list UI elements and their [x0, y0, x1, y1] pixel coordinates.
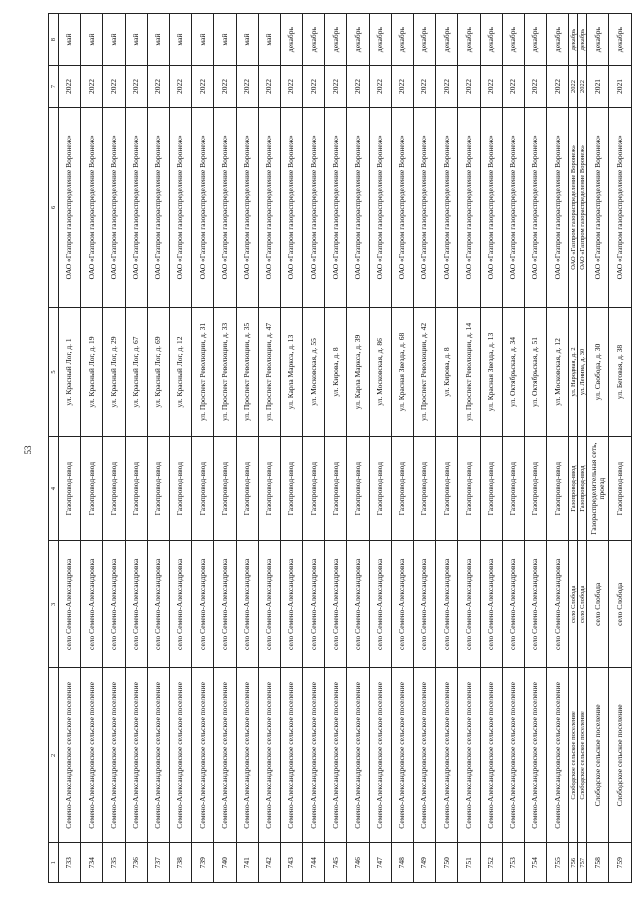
year: 2022 — [524, 66, 546, 108]
locality-name: село Семено-Александровка — [458, 541, 480, 668]
object-type: Газопровод-ввод — [81, 437, 103, 541]
address: ул. Беговая, д. 38 — [609, 307, 631, 436]
year: 2022 — [569, 66, 578, 108]
year: 2022 — [347, 66, 369, 108]
table-row — [587, 14, 609, 883]
settlement-name: Семено-Александровское сельское поселение — [147, 668, 169, 843]
operator: ОАО «Газпром газораспределение Воронеж» — [578, 107, 587, 307]
year: 2022 — [236, 66, 258, 108]
operator: ОАО «Газпром газораспределение Воронеж» — [192, 107, 214, 307]
settlement-name: Слободское сельское поселение — [587, 668, 609, 843]
address: ул. Проспект Революции, д. 47 — [258, 307, 280, 436]
year: 2022 — [436, 66, 458, 108]
gas-pipeline-table — [48, 13, 632, 883]
column-header: 8 — [49, 14, 59, 66]
object-type: Газопровод-ввод — [480, 437, 502, 541]
locality-name: село Семено-Александровка — [214, 541, 236, 668]
operator: ОАО «Газпром газораспределение Воронеж» — [369, 107, 391, 307]
table-row — [147, 14, 169, 883]
row-number: 743 — [280, 843, 302, 883]
settlement-name: Семено-Александровское сельское поселение — [547, 668, 569, 843]
locality-name: село Слобода — [578, 541, 587, 668]
settlement-name: Семено-Александровское сельское поселение — [414, 668, 436, 843]
locality-name: село Семено-Александровка — [547, 541, 569, 668]
address: ул. Московская, д. 55 — [303, 307, 325, 436]
locality-name: село Семено-Александровка — [258, 541, 280, 668]
settlement-name: Семено-Александровское сельское поселение — [214, 668, 236, 843]
locality-name: село Семено-Александровка — [347, 541, 369, 668]
table-row — [524, 14, 546, 883]
month: декабрь — [325, 14, 347, 66]
table-row — [458, 14, 480, 883]
operator: ОАО «Газпром газораспределение Воронеж» — [524, 107, 546, 307]
year: 2022 — [258, 66, 280, 108]
operator: ОАО «Газпром газораспределение Воронеж» — [547, 107, 569, 307]
locality-name: село Семено-Александровка — [59, 541, 81, 668]
month: декабрь — [547, 14, 569, 66]
settlement-name: Семено-Александровское сельское поселение — [480, 668, 502, 843]
address: ул. Красный Лог, д. 1 — [59, 307, 81, 436]
table-row — [125, 14, 147, 883]
month: май — [59, 14, 81, 66]
operator: ОАО «Газпром газораспределение Воронеж» — [59, 107, 81, 307]
address: ул. Свобода, д. 30 — [587, 307, 609, 436]
object-type: Газопровод-ввод — [59, 437, 81, 541]
address: ул. Красный Лог, д. 19 — [81, 307, 103, 436]
settlement-name: Семено-Александровское сельское поселение — [258, 668, 280, 843]
header-row — [49, 14, 59, 883]
row-number: 755 — [547, 843, 569, 883]
operator: ОАО «Газпром газораспределение Воронеж» — [347, 107, 369, 307]
object-type: Газопровод-ввод — [569, 437, 578, 541]
table-row — [325, 14, 347, 883]
settlement-name: Семено-Александровское сельское поселение — [59, 668, 81, 843]
month: декабрь — [391, 14, 413, 66]
settlement-name: Семено-Александровское сельское поселение — [524, 668, 546, 843]
operator: ОАО «Газпром газораспределение Воронеж» — [125, 107, 147, 307]
row-number: 749 — [414, 843, 436, 883]
row-number: 738 — [169, 843, 191, 883]
operator: ОАО «Газпром газораспределение Воронеж» — [414, 107, 436, 307]
row-number: 750 — [436, 843, 458, 883]
month: декабрь — [414, 14, 436, 66]
row-number: 739 — [192, 843, 214, 883]
table-row — [236, 14, 258, 883]
object-type: Газопровод-ввод — [578, 437, 587, 541]
year: 2022 — [214, 66, 236, 108]
locality-name: село Семено-Александровка — [303, 541, 325, 668]
year: 2022 — [125, 66, 147, 108]
object-type: Газопровод-ввод — [458, 437, 480, 541]
row-number: 733 — [59, 843, 81, 883]
row-number: 735 — [103, 843, 125, 883]
month: декабрь — [578, 14, 587, 66]
table-row — [436, 14, 458, 883]
object-type: Газопровод-ввод — [192, 437, 214, 541]
table-row — [169, 14, 191, 883]
year: 2022 — [325, 66, 347, 108]
settlement-name: Семено-Александровское сельское поселение — [169, 668, 191, 843]
month: декабрь — [303, 14, 325, 66]
row-number: 737 — [147, 843, 169, 883]
locality-name: село Семено-Александровка — [169, 541, 191, 668]
address: ул. Московская, д. 12 — [547, 307, 569, 436]
object-type: Газопровод-ввод — [280, 437, 302, 541]
row-number: 753 — [502, 843, 524, 883]
address: ул. Карла Маркса, д. 13 — [280, 307, 302, 436]
locality-name: село Слобода — [587, 541, 609, 668]
operator: ОАО «Газпром газораспределение Воронеж» — [587, 107, 609, 307]
locality-name: село Семено-Александровка — [280, 541, 302, 668]
address: ул. Кирова, д. 8 — [436, 307, 458, 436]
table-row — [303, 14, 325, 883]
settlement-name: Семено-Александровское сельское поселение — [436, 668, 458, 843]
address: ул. Красный Лог, д. 12 — [169, 307, 191, 436]
month: декабрь — [458, 14, 480, 66]
settlement-name: Семено-Александровское сельское поселение — [236, 668, 258, 843]
row-number: 742 — [258, 843, 280, 883]
table-row — [347, 14, 369, 883]
month: май — [258, 14, 280, 66]
column-header: 7 — [49, 66, 59, 108]
object-type: Газопровод-ввод — [436, 437, 458, 541]
year: 2022 — [391, 66, 413, 108]
row-number: 758 — [587, 843, 609, 883]
object-type: Газопровод-ввод — [414, 437, 436, 541]
year: 2021 — [587, 66, 609, 108]
row-number: 736 — [125, 843, 147, 883]
locality-name: село Семено-Александровка — [192, 541, 214, 668]
address: ул. Красная Звезда, д. 68 — [391, 307, 413, 436]
address: ул. Карла Маркса, д. 39 — [347, 307, 369, 436]
table-body — [59, 14, 632, 883]
column-header: 3 — [49, 541, 59, 668]
year: 2022 — [81, 66, 103, 108]
address: ул. Проспект Революции, д. 35 — [236, 307, 258, 436]
address: ул. Кирова, д. 8 — [325, 307, 347, 436]
object-type: Газопровод-ввод — [609, 437, 631, 541]
settlement-name: Семено-Александровское сельское поселение — [391, 668, 413, 843]
address: ул. Октябрьская, д. 51 — [524, 307, 546, 436]
month: декабрь — [609, 14, 631, 66]
operator: ОАО «Газпром газораспределение Воронеж» — [303, 107, 325, 307]
table-row — [569, 14, 578, 883]
operator: ОАО «Газпром газораспределение Воронеж» — [569, 107, 578, 307]
address: ул. Проспект Революции, д. 14 — [458, 307, 480, 436]
address: ул. Ленина, д. 30 — [578, 307, 587, 436]
table-row — [214, 14, 236, 883]
table-row — [280, 14, 302, 883]
month: декабрь — [280, 14, 302, 66]
operator: ОАО «Газпром газораспределение Воронеж» — [480, 107, 502, 307]
address: ул. Проспект Революции, д. 42 — [414, 307, 436, 436]
month: декабрь — [524, 14, 546, 66]
settlement-name: Семено-Александровское сельское поселение — [192, 668, 214, 843]
settlement-name: Семено-Александровское сельское поселение — [303, 668, 325, 843]
month: декабрь — [569, 14, 578, 66]
table-row — [192, 14, 214, 883]
settlement-name: Семено-Александровское сельское поселение — [280, 668, 302, 843]
table-row — [103, 14, 125, 883]
month: декабрь — [436, 14, 458, 66]
locality-name: село Семено-Александровка — [103, 541, 125, 668]
locality-name: село Семено-Александровка — [325, 541, 347, 668]
row-number: 759 — [609, 843, 631, 883]
row-number: 751 — [458, 843, 480, 883]
operator: ОАО «Газпром газораспределение Воронеж» — [436, 107, 458, 307]
year: 2022 — [303, 66, 325, 108]
table-row — [81, 14, 103, 883]
year: 2022 — [280, 66, 302, 108]
table-row — [480, 14, 502, 883]
locality-name: село Семено-Александровка — [524, 541, 546, 668]
column-header: 6 — [49, 107, 59, 307]
locality-name: село Слобода — [609, 541, 631, 668]
column-header: 4 — [49, 437, 59, 541]
month: декабрь — [369, 14, 391, 66]
year: 2022 — [547, 66, 569, 108]
column-header: 2 — [49, 668, 59, 843]
locality-name: село Семено-Александровка — [236, 541, 258, 668]
address: ул. Московская, д. 86 — [369, 307, 391, 436]
year: 2022 — [59, 66, 81, 108]
month: май — [169, 14, 191, 66]
object-type: Газопровод-ввод — [369, 437, 391, 541]
object-type: Газопровод-ввод — [214, 437, 236, 541]
object-type: Газопровод-ввод — [169, 437, 191, 541]
year: 2022 — [192, 66, 214, 108]
operator: ОАО «Газпром газораспределение Воронеж» — [258, 107, 280, 307]
year: 2022 — [578, 66, 587, 108]
year: 2022 — [147, 66, 169, 108]
month: декабрь — [502, 14, 524, 66]
operator: ОАО «Газпром газораспределение Воронеж» — [214, 107, 236, 307]
year: 2022 — [480, 66, 502, 108]
year: 2022 — [369, 66, 391, 108]
month: май — [81, 14, 103, 66]
row-number: 745 — [325, 843, 347, 883]
address: ул. Красный Лог, д. 29 — [103, 307, 125, 436]
year: 2022 — [103, 66, 125, 108]
year: 2021 — [609, 66, 631, 108]
table-row — [547, 14, 569, 883]
year: 2022 — [169, 66, 191, 108]
month: май — [192, 14, 214, 66]
settlement-name: Семено-Александровское сельское поселение — [347, 668, 369, 843]
month: май — [103, 14, 125, 66]
operator: ОАО «Газпром газораспределение Воронеж» — [236, 107, 258, 307]
operator: ОАО «Газпром газораспределение Воронеж» — [502, 107, 524, 307]
locality-name: село Слобода — [569, 541, 578, 668]
settlement-name: Семено-Александровское сельское поселение — [103, 668, 125, 843]
row-number: 757 — [578, 843, 587, 883]
row-number: 756 — [569, 843, 578, 883]
settlement-name: Слободское сельское поселение — [609, 668, 631, 843]
address: ул. Проспект Революции, д. 33 — [214, 307, 236, 436]
locality-name: село Семено-Александровка — [147, 541, 169, 668]
month: май — [214, 14, 236, 66]
row-number: 754 — [524, 843, 546, 883]
object-type: Газопровод-ввод — [347, 437, 369, 541]
table-row — [391, 14, 413, 883]
operator: ОАО «Газпром газораспределение Воронеж» — [147, 107, 169, 307]
operator: ОАО «Газпром газораспределение Воронеж» — [81, 107, 103, 307]
locality-name: село Семено-Александровка — [391, 541, 413, 668]
address: ул. Красный Лог, д. 69 — [147, 307, 169, 436]
page-number: 53 — [23, 445, 33, 455]
row-number: 748 — [391, 843, 413, 883]
settlement-name: Семено-Александровское сельское поселение — [369, 668, 391, 843]
row-number: 740 — [214, 843, 236, 883]
object-type: Газопровод-ввод — [258, 437, 280, 541]
month: май — [125, 14, 147, 66]
settlement-name: Слободское сельское поселение — [569, 668, 578, 843]
table-row — [609, 14, 631, 883]
table-row — [258, 14, 280, 883]
locality-name: село Семено-Александровка — [502, 541, 524, 668]
object-type: Газопровод-ввод — [325, 437, 347, 541]
object-type: Газопровод-ввод — [502, 437, 524, 541]
object-type: Газопровод-ввод — [524, 437, 546, 541]
object-type: Газопровод-ввод — [147, 437, 169, 541]
address: ул. Красная Звезда, д. 13 — [480, 307, 502, 436]
row-number: 747 — [369, 843, 391, 883]
address: ул. Проспект Революции, д. 31 — [192, 307, 214, 436]
object-type: Газораспределительная сеть, проезд — [587, 437, 609, 541]
settlement-name: Семено-Александровское сельское поселение — [81, 668, 103, 843]
settlement-name: Семено-Александровское сельское поселение — [502, 668, 524, 843]
table-row — [369, 14, 391, 883]
month: декабрь — [587, 14, 609, 66]
year: 2022 — [414, 66, 436, 108]
object-type: Газопровод-ввод — [103, 437, 125, 541]
object-type: Газопровод-ввод — [303, 437, 325, 541]
object-type: Газопровод-ввод — [547, 437, 569, 541]
row-number: 752 — [480, 843, 502, 883]
year: 2022 — [502, 66, 524, 108]
row-number: 746 — [347, 843, 369, 883]
object-type: Газопровод-ввод — [391, 437, 413, 541]
row-number: 741 — [236, 843, 258, 883]
table-row — [414, 14, 436, 883]
column-header: 5 — [49, 307, 59, 436]
operator: ОАО «Газпром газораспределение Воронеж» — [103, 107, 125, 307]
operator: ОАО «Газпром газораспределение Воронеж» — [169, 107, 191, 307]
table-row — [502, 14, 524, 883]
settlement-name: Семено-Александровское сельское поселение — [325, 668, 347, 843]
address: ул. Народная, д. 2 — [569, 307, 578, 436]
address: ул. Октябрьская, д. 34 — [502, 307, 524, 436]
month: декабрь — [347, 14, 369, 66]
locality-name: село Семено-Александровка — [480, 541, 502, 668]
settlement-name: Семено-Александровское сельское поселение — [458, 668, 480, 843]
object-type: Газопровод-ввод — [236, 437, 258, 541]
column-header: 1 — [49, 843, 59, 883]
operator: ОАО «Газпром газораспределение Воронеж» — [609, 107, 631, 307]
row-number: 744 — [303, 843, 325, 883]
year: 2022 — [458, 66, 480, 108]
rotated-table-container — [48, 13, 624, 883]
operator: ОАО «Газпром газораспределение Воронеж» — [280, 107, 302, 307]
locality-name: село Семено-Александровка — [436, 541, 458, 668]
month: декабрь — [480, 14, 502, 66]
month: май — [236, 14, 258, 66]
settlement-name: Слободское сельское поселение — [578, 668, 587, 843]
operator: ОАО «Газпром газораспределение Воронеж» — [325, 107, 347, 307]
row-number: 734 — [81, 843, 103, 883]
locality-name: село Семено-Александровка — [81, 541, 103, 668]
month: май — [147, 14, 169, 66]
locality-name: село Семено-Александровка — [125, 541, 147, 668]
locality-name: село Семено-Александровка — [414, 541, 436, 668]
table-row — [578, 14, 587, 883]
object-type: Газопровод-ввод — [125, 437, 147, 541]
operator: ОАО «Газпром газораспределение Воронеж» — [391, 107, 413, 307]
address: ул. Красный Лог, д. 67 — [125, 307, 147, 436]
settlement-name: Семено-Александровское сельское поселение — [125, 668, 147, 843]
operator: ОАО «Газпром газораспределение Воронеж» — [458, 107, 480, 307]
table-row — [59, 14, 81, 883]
locality-name: село Семено-Александровка — [369, 541, 391, 668]
